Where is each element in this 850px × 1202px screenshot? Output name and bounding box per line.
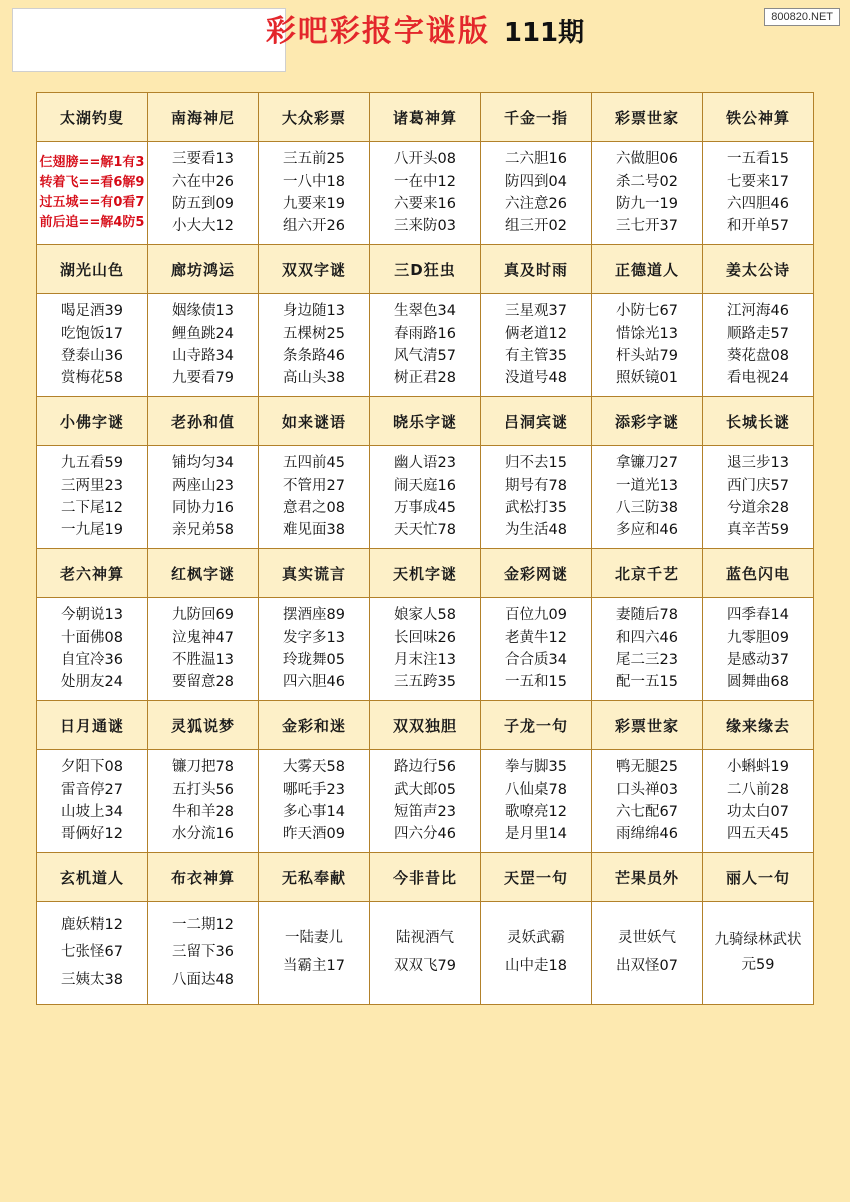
riddle-line: 山寺路34 (172, 348, 234, 364)
expert-name-header: 彩票世家 (592, 93, 703, 142)
riddle-line: 仨翅膀==解1有3 (39, 154, 145, 170)
riddle-line: 身边随13 (283, 303, 345, 320)
expert-name-header: 廊坊鸿运 (148, 245, 259, 294)
riddle-line: 灵妖武霸 (507, 930, 565, 947)
riddle-line: 有主管35 (505, 348, 567, 364)
riddle-cell (37, 750, 148, 853)
riddle-line: 九零胆09 (727, 629, 789, 646)
riddle-line: 二六胆16 (505, 151, 567, 168)
riddle-cell (37, 446, 148, 549)
riddle-line: 七要来17 (727, 173, 789, 190)
riddle-line: 三两里23 (61, 477, 123, 494)
riddle-cell (148, 750, 259, 853)
riddle-line: 风气清57 (394, 348, 456, 364)
riddle-line: 牛和羊28 (172, 804, 234, 820)
riddle-line: 幽人语23 (394, 455, 456, 472)
expert-name-header: 彩票世家 (592, 701, 703, 750)
riddle-line: 武松打35 (505, 500, 567, 516)
riddle-line: 一道光13 (616, 477, 678, 494)
riddle-line: 看电视24 (727, 370, 789, 387)
riddle-line: 九防回69 (172, 607, 234, 624)
riddle-line: 元59 (741, 957, 775, 973)
riddle-line: 三留下36 (172, 944, 234, 961)
riddle-row (37, 446, 814, 549)
riddle-line: 泣鬼神47 (172, 629, 234, 646)
riddle-cell (481, 902, 592, 1005)
expert-name-header: 布衣神算 (148, 853, 259, 902)
riddle-line: 西门庆57 (727, 477, 789, 494)
expert-name-header: 无私奉献 (259, 853, 370, 902)
riddle-line: 十面佛08 (61, 629, 123, 646)
riddle-line: 是感动37 (727, 652, 789, 668)
riddle-line: 高山头38 (283, 370, 345, 387)
expert-name-header: 铁公神算 (703, 93, 814, 142)
riddle-line: 前后追==解4防5 (39, 215, 145, 231)
riddle-cell (703, 446, 814, 549)
riddle-line: 同协力16 (172, 500, 234, 516)
riddle-cell (703, 902, 814, 1005)
riddle-line: 兮道余28 (727, 500, 789, 516)
riddle-line: 歌嘹亮12 (505, 804, 567, 820)
riddle-line: 不胜温13 (172, 652, 234, 668)
riddle-line: 拿镰刀27 (616, 455, 678, 472)
expert-name-header: 老六神算 (37, 549, 148, 598)
riddle-line: 娘家人58 (394, 607, 456, 624)
riddle-line: 意君之08 (283, 500, 345, 516)
riddle-line: 没道号48 (505, 370, 567, 387)
expert-name-header: 如来谜语 (259, 397, 370, 446)
riddle-line: 哪吒手23 (283, 781, 345, 798)
riddle-cell (703, 142, 814, 245)
expert-name-header: 三D狂虫 (370, 245, 481, 294)
riddle-cell (481, 142, 592, 245)
riddle-line: 一陆妻儿 (285, 930, 343, 947)
riddle-cell (370, 902, 481, 1005)
header-row (37, 93, 814, 142)
riddle-line: 五棵树25 (283, 325, 345, 342)
riddle-line: 尾二三23 (616, 652, 678, 668)
riddle-line: 杀二号02 (616, 173, 678, 190)
riddle-line: 大雾天58 (283, 759, 345, 776)
expert-name-header: 红枫字谜 (148, 549, 259, 598)
riddle-line: 一在中12 (394, 173, 456, 190)
riddle-line: 鹿妖精12 (61, 916, 123, 933)
riddle-line: 条条路46 (283, 348, 345, 364)
riddle-line: 百位九09 (505, 607, 567, 624)
riddle-line: 发字多13 (283, 629, 345, 646)
expert-name-header: 湖光山色 (37, 245, 148, 294)
riddle-cell (37, 142, 148, 245)
expert-name-header: 太湖钓叟 (37, 93, 148, 142)
riddle-cell (592, 750, 703, 853)
riddle-cell (259, 446, 370, 549)
expert-name-header: 金彩和迷 (259, 701, 370, 750)
puzzle-table (36, 92, 814, 1005)
expert-name-header: 北京千艺 (592, 549, 703, 598)
riddle-line: 雷音停27 (61, 781, 123, 798)
riddle-cell (370, 750, 481, 853)
riddle-cell (592, 598, 703, 701)
riddle-line: 难见面38 (283, 522, 345, 539)
riddle-line: 小大大12 (172, 218, 234, 235)
expert-name-header: 大众彩票 (259, 93, 370, 142)
header-row (37, 245, 814, 294)
riddle-line: 登泰山36 (61, 348, 123, 364)
riddle-line: 生翠色34 (394, 303, 456, 320)
expert-name-header: 小佛字谜 (37, 397, 148, 446)
riddle-row (37, 142, 814, 245)
riddle-line: 七张怪67 (61, 944, 123, 961)
expert-name-header: 日月通谜 (37, 701, 148, 750)
riddle-cell (37, 598, 148, 701)
riddle-row (37, 750, 814, 853)
riddle-line: 六在中26 (172, 173, 234, 190)
riddle-line: 一九尾19 (61, 522, 123, 539)
expert-name-header: 缘来缘去 (703, 701, 814, 750)
riddle-line: 退三步13 (727, 455, 789, 472)
riddle-line: 期号有78 (505, 477, 567, 494)
riddle-line: 赏梅花58 (61, 370, 123, 387)
riddle-line: 长回味26 (394, 629, 456, 646)
riddle-line: 三来防03 (394, 218, 456, 235)
riddle-line: 自宜冷36 (61, 652, 123, 668)
riddle-line: 圆舞曲68 (727, 674, 789, 691)
riddle-line: 口头禅03 (616, 781, 678, 798)
expert-name-header: 天机字谜 (370, 549, 481, 598)
riddle-line: 配一五15 (616, 674, 678, 691)
riddle-cell (481, 446, 592, 549)
riddle-line: 山中走18 (505, 958, 567, 974)
riddle-line: 当霸主17 (283, 958, 345, 974)
riddle-line: 是月里14 (505, 826, 567, 843)
riddle-row (37, 294, 814, 397)
riddle-line: 组三开02 (505, 218, 567, 235)
riddle-line: 雨绵绵46 (616, 826, 678, 843)
riddle-line: 四六胆46 (283, 674, 345, 691)
riddle-line: 两座山23 (172, 477, 234, 494)
riddle-line: 武大郎05 (394, 781, 456, 798)
riddle-line: 为生活48 (505, 522, 567, 539)
expert-name-header: 南海神尼 (148, 93, 259, 142)
riddle-line: 鲤鱼跳24 (172, 325, 234, 342)
riddle-cell (370, 598, 481, 701)
riddle-cell (592, 446, 703, 549)
riddle-line: 和开单57 (727, 218, 789, 235)
riddle-line: 九骑绿林武状 (714, 932, 802, 949)
riddle-line: 五四前45 (283, 455, 345, 472)
riddle-line: 一五和15 (505, 674, 567, 691)
riddle-cell (481, 598, 592, 701)
riddle-line: 八面达48 (172, 971, 234, 988)
riddle-cell (148, 142, 259, 245)
expert-name-header: 蓝色闪电 (703, 549, 814, 598)
riddle-line: 过五城==有0看7 (39, 195, 145, 210)
riddle-line: 防五到09 (172, 196, 234, 212)
riddle-line: 九要看79 (172, 370, 234, 387)
riddle-line: 亲兄弟58 (172, 522, 234, 539)
riddle-line: 功太白07 (727, 804, 789, 820)
riddle-line: 不管用27 (283, 477, 345, 494)
riddle-cell (703, 750, 814, 853)
riddle-line: 真辛苦59 (727, 522, 789, 539)
riddle-line: 灵世妖气 (618, 930, 676, 947)
riddle-line: 短笛声23 (394, 804, 456, 820)
top-banner (0, 0, 850, 86)
riddle-line: 防九一19 (616, 196, 678, 212)
expert-name-header: 添彩字谜 (592, 397, 703, 446)
riddle-cell (370, 446, 481, 549)
riddle-cell (592, 902, 703, 1005)
riddle-cell (148, 294, 259, 397)
riddle-line: 六要来16 (394, 196, 456, 212)
expert-name-header: 灵狐说梦 (148, 701, 259, 750)
riddle-row (37, 902, 814, 1005)
riddle-line: 山坡上34 (61, 804, 123, 820)
riddle-line: 玲珑舞05 (283, 652, 345, 668)
riddle-line: 夕阳下08 (61, 759, 123, 776)
puzzle-sheet (0, 86, 850, 1202)
riddle-cell (370, 142, 481, 245)
riddle-cell (37, 294, 148, 397)
riddle-cell (148, 446, 259, 549)
riddle-line: 六注意26 (505, 196, 567, 212)
riddle-cell (259, 142, 370, 245)
riddle-line: 天天忙78 (394, 522, 456, 539)
riddle-line: 九要来19 (283, 196, 345, 212)
issue-number: 111期 (503, 18, 585, 48)
riddle-line: 树正君28 (394, 370, 456, 387)
riddle-line: 八三防38 (616, 500, 678, 516)
expert-name-header: 天罡一句 (481, 853, 592, 902)
expert-name-header: 晓乐字谜 (370, 397, 481, 446)
riddle-line: 月末注13 (394, 652, 456, 668)
expert-name-header: 子龙一句 (481, 701, 592, 750)
riddle-cell (592, 294, 703, 397)
riddle-line: 水分流16 (172, 826, 234, 843)
riddle-line: 镰刀把78 (172, 759, 234, 776)
expert-name-header: 金彩网谜 (481, 549, 592, 598)
riddle-line: 鸭无腿25 (616, 759, 678, 776)
riddle-cell (259, 902, 370, 1005)
expert-name-header: 真及时雨 (481, 245, 592, 294)
expert-name-header: 正德道人 (592, 245, 703, 294)
riddle-line: 三七开37 (616, 218, 678, 235)
riddle-line: 五打头56 (172, 781, 234, 798)
riddle-line: 杆头站79 (616, 348, 678, 364)
riddle-line: 哥俩好12 (61, 826, 123, 843)
expert-name-header: 诸葛神算 (370, 93, 481, 142)
riddle-line: 小蝌蚪19 (727, 759, 789, 776)
riddle-line: 八仙桌78 (505, 781, 567, 798)
riddle-line: 六七配67 (616, 804, 678, 820)
riddle-line: 和四六46 (616, 629, 678, 646)
riddle-line: 转着飞==看6解9 (39, 174, 145, 190)
header-row (37, 853, 814, 902)
riddle-line: 出双怪07 (616, 958, 678, 974)
expert-name-header: 长城长谜 (703, 397, 814, 446)
riddle-line: 老黄牛12 (505, 629, 567, 646)
riddle-line: 铺均匀34 (172, 455, 234, 472)
riddle-line: 四季春14 (727, 607, 789, 624)
riddle-line: 三姨太38 (61, 971, 123, 988)
riddle-line: 三星观37 (505, 303, 567, 320)
riddle-line: 组六开26 (283, 218, 345, 235)
header-row (37, 701, 814, 750)
riddle-line: 今朝说13 (61, 607, 123, 624)
riddle-line: 摆酒座89 (283, 607, 345, 624)
riddle-line: 三五前25 (283, 151, 345, 168)
riddle-line: 六做胆06 (616, 151, 678, 168)
riddle-line: 闹天庭16 (394, 477, 456, 494)
expert-name-header: 双双字谜 (259, 245, 370, 294)
riddle-cell (370, 294, 481, 397)
riddle-cell (148, 902, 259, 1005)
riddle-line: 四六分46 (394, 826, 456, 843)
riddle-line: 双双飞79 (394, 958, 456, 974)
riddle-line: 春雨路16 (394, 325, 456, 342)
expert-name-header: 玄机道人 (37, 853, 148, 902)
riddle-line: 八开头08 (394, 151, 456, 168)
riddle-line: 拳与脚35 (505, 759, 567, 776)
riddle-line: 四五天45 (727, 826, 789, 843)
riddle-line: 要留意28 (172, 674, 234, 691)
riddle-line: 俩老道12 (505, 325, 567, 342)
riddle-line: 一二期12 (172, 916, 234, 933)
riddle-line: 顺路走57 (727, 325, 789, 342)
riddle-line: 喝足酒39 (61, 303, 123, 320)
riddle-line: 万事成45 (394, 500, 456, 516)
riddle-line: 多心事14 (283, 804, 345, 820)
riddle-cell (259, 294, 370, 397)
page-title-text: 彩吧彩报字谜版 (265, 14, 490, 49)
riddle-line: 一五看15 (727, 151, 789, 168)
riddle-cell (37, 902, 148, 1005)
riddle-cell (148, 598, 259, 701)
riddle-row (37, 598, 814, 701)
riddle-line: 吃饱饭17 (61, 325, 123, 342)
expert-name-header: 丽人一句 (703, 853, 814, 902)
riddle-line: 三五跨35 (394, 674, 456, 691)
riddle-line: 陆视酒气 (396, 930, 454, 947)
riddle-line: 小防七67 (616, 303, 678, 320)
riddle-line: 防四到04 (505, 173, 567, 190)
riddle-line: 九五看59 (61, 455, 123, 472)
riddle-line: 葵花盘08 (727, 348, 789, 364)
riddle-line: 照妖镜01 (616, 370, 678, 387)
page-title (0, 6, 850, 50)
riddle-cell (592, 142, 703, 245)
riddle-line: 江河海46 (727, 303, 789, 320)
riddle-line: 一八中18 (283, 173, 345, 190)
expert-name-header: 芒果员外 (592, 853, 703, 902)
expert-name-header: 今非昔比 (370, 853, 481, 902)
expert-name-header: 姜太公诗 (703, 245, 814, 294)
riddle-line: 三要看13 (172, 151, 234, 168)
riddle-line: 二八前28 (727, 781, 789, 798)
riddle-line: 姻缘债13 (172, 303, 234, 320)
expert-name-header: 千金一指 (481, 93, 592, 142)
riddle-line: 六四胆46 (727, 196, 789, 212)
site-logo: 800820.NET (764, 8, 840, 26)
riddle-line: 路边行56 (394, 759, 456, 776)
expert-name-header: 吕洞宾谜 (481, 397, 592, 446)
riddle-line: 二下尾12 (61, 500, 123, 516)
riddle-cell (481, 750, 592, 853)
expert-name-header: 双双独胆 (370, 701, 481, 750)
riddle-line: 惜馀光13 (616, 325, 678, 342)
riddle-line: 多应和46 (616, 522, 678, 539)
riddle-cell (703, 294, 814, 397)
riddle-line: 处朋友24 (61, 674, 123, 691)
header-row (37, 397, 814, 446)
expert-name-header: 真实谎言 (259, 549, 370, 598)
riddle-cell (259, 750, 370, 853)
header-row (37, 549, 814, 598)
riddle-cell (703, 598, 814, 701)
riddle-cell (259, 598, 370, 701)
riddle-line: 妻随后78 (616, 607, 678, 624)
riddle-line: 合合质34 (505, 652, 567, 668)
expert-name-header: 老孙和值 (148, 397, 259, 446)
riddle-cell (481, 294, 592, 397)
riddle-line: 昨天酒09 (283, 826, 345, 843)
riddle-line: 归不去15 (505, 455, 567, 472)
